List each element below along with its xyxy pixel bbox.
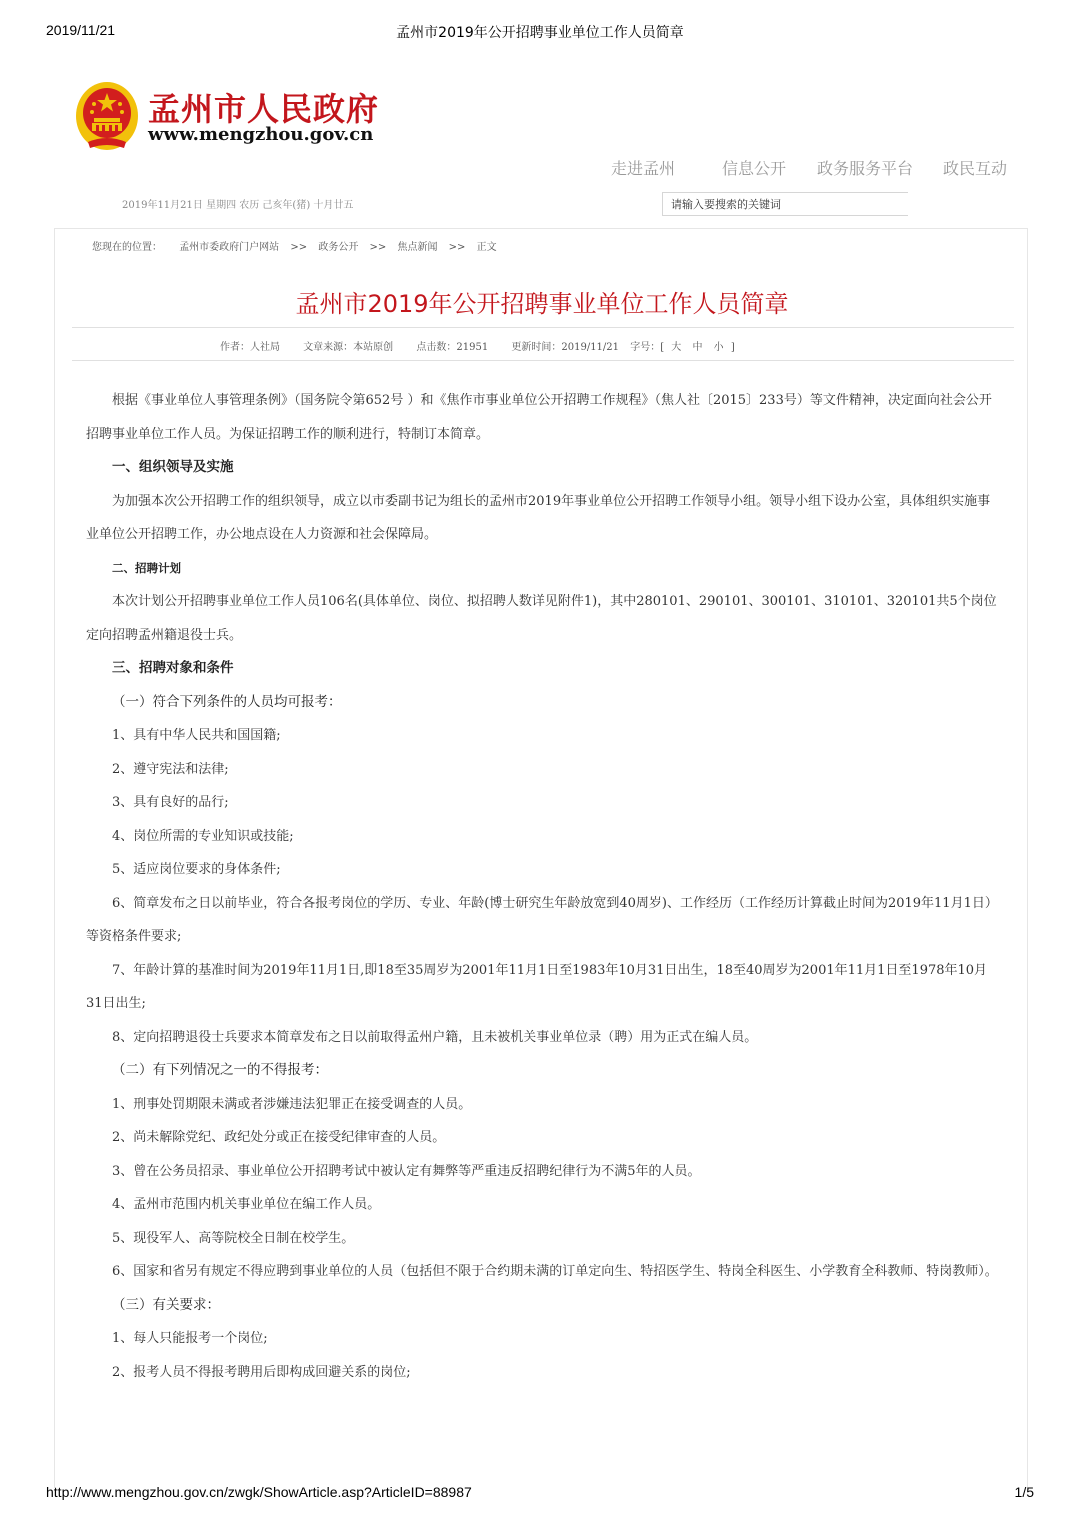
date-line: 2019年11月21日 星期四 农历 己亥年(猪) 十月廿五 [122, 200, 354, 211]
list-item: 3、曾在公务员招录、事业单位公开招聘考试中被认定有舞弊等严重违反招聘纪律行为不满5年的人员。 [112, 1163, 701, 1179]
list-item: 2、尚未解除党纪、政纪处分或正在接受纪律审查的人员。 [112, 1130, 446, 1145]
font-size-large-button[interactable]: 大 [671, 342, 682, 353]
font-size-medium-button[interactable]: 中 [692, 342, 703, 353]
list-item: 3、具有良好的品行; [112, 795, 229, 810]
list-item: 8、定向招聘退役士兵要求本简章发布之日以前取得孟州户籍，且未被机关事业单位录（聘）用为正式在编人员。 [112, 1029, 758, 1045]
site-logo[interactable] [74, 80, 380, 160]
breadcrumb [92, 238, 497, 253]
font-size-label: 字号：[ [630, 342, 665, 353]
list-item: 1、每人只能报考一个岗位; [112, 1331, 268, 1346]
meta-updated: 更新时间：2019/11/21 [511, 342, 620, 353]
breadcrumb-separator: >> [290, 242, 308, 253]
article-body [86, 384, 998, 1389]
breadcrumb-current: 正文 [476, 242, 497, 253]
site-name: 孟州市人民政府 [148, 90, 380, 128]
nav-item-info-disclosure[interactable]: 信息公开 [722, 159, 787, 178]
list-item: 5、适应岗位要求的身体条件; [112, 862, 281, 877]
list-item: 4、岗位所需的专业知识或技能; [112, 828, 294, 844]
font-size-end: ] [730, 342, 735, 353]
main-nav [600, 156, 1020, 180]
subsection-heading: （一）符合下列条件的人员均可报考： [112, 693, 342, 710]
print-footer-url: http://www.mengzhou.gov.cn/zwgk/ShowArticle.asp?ArticleID=88987 [46, 1484, 472, 1500]
nav-item-services[interactable]: 政务服务平台 [817, 159, 914, 178]
site-url: www.mengzhou.gov.cn [148, 124, 374, 145]
breadcrumb-label: 您现在的位置： [92, 242, 162, 253]
nav-item-interaction[interactable]: 政民互动 [943, 159, 1008, 178]
subsection-heading: （三）有关要求： [112, 1296, 220, 1313]
article-title: 孟州市2019年公开招聘事业单位工作人员简章 [295, 290, 789, 318]
search-input[interactable] [671, 195, 907, 215]
meta-hits: 点击数：21951 [416, 342, 489, 353]
list-item: 4、孟州市范围内机关事业单位在编工作人员。 [112, 1197, 381, 1212]
paragraph: 本次计划公开招聘事业单位工作人员106名(具体单位、岗位、拟招聘人数详见附件1)，其中280101、290101、300101、310101、320101共5个岗位定向招聘孟州籍退役士兵。 [86, 594, 997, 643]
list-item: 2、报考人员不得报考聘用后即构成回避关系的岗位; [112, 1364, 411, 1380]
list-item: 1、刑事处罚期限未满或者涉嫌违法犯罪正在接受调查的人员。 [112, 1096, 472, 1112]
meta-source: 文章来源：本站原创 [303, 342, 394, 353]
breadcrumb-focus-news[interactable]: 焦点新闻 [397, 242, 438, 253]
list-item: 5、现役军人、高等院校全日制在校学生。 [112, 1230, 355, 1246]
national-emblem-icon [74, 80, 140, 152]
list-item: 6、简章发布之日以前毕业，符合各报考岗位的学历、专业、年龄(博士研究生年龄放宽到40周岁)、工作经历（工作经历计算截止时间为2019年11月1日）等资格条件要求; [86, 895, 998, 944]
meta-author: 作者：人社局 [220, 342, 280, 353]
divider [72, 360, 1014, 361]
print-page-number: 1/5 [1014, 1484, 1034, 1500]
nav-item-about[interactable]: 走进孟州 [611, 159, 676, 178]
list-item: 7、年龄计算的基准时间为2019年11月1日,即18至35周岁为2001年11月1日至1983年10月31日出生，18至40周岁为2001年11月1日至1978年10月31日出生; [86, 962, 988, 1011]
breadcrumb-separator: >> [448, 242, 466, 253]
paragraph: 为加强本次公开招聘工作的组织领导，成立以市委副书记为组长的孟州市2019年事业单位公开招聘工作领导小组。领导小组下设办公室，具体组织实施事业单位公开招聘工作，办公地点设在人力资源和社会保障局。 [86, 493, 991, 542]
font-size-controls [630, 342, 735, 353]
print-header [46, 22, 1034, 46]
paragraph: 根据《事业单位人事管理条例》（国务院令第652号 ）和《焦作市事业单位公开招聘工作规程》（焦人社〔2015〕233号）等文件精神，决定面向社会公开招聘事业单位工作人员。为保证招聘工作的顺利进行，特制订本简章。 [86, 393, 992, 442]
font-size-small-button[interactable]: 小 [713, 342, 724, 353]
section-heading: 二、招聘计划 [112, 560, 181, 575]
section-heading: 一、组织领导及实施 [112, 459, 234, 475]
list-item: 2、遵守宪法和法律; [112, 761, 229, 777]
breadcrumb-home[interactable]: 孟州市委政府门户网站 [179, 242, 280, 253]
search-box [662, 192, 908, 216]
print-date: 2019/11/21 [46, 22, 116, 38]
list-item: 6、国家和省另有规定不得应聘到事业单位的人员（包括但不限于合约期未满的订单定向生、特招医学生、特岗全科医生、小学教育全科教师、特岗教师）。 [112, 1264, 998, 1279]
print-title: 孟州市2019年公开招聘事业单位工作人员简章 [396, 25, 684, 41]
list-item: 1、具有中华人民共和国国籍; [112, 728, 281, 743]
article-meta [220, 338, 755, 353]
subsection-heading: （二）有下列情况之一的不得报考： [112, 1062, 328, 1078]
section-heading: 三、招聘对象和条件 [112, 660, 234, 676]
breadcrumb-public-affairs[interactable]: 政务公开 [318, 242, 359, 253]
breadcrumb-separator: >> [369, 242, 387, 253]
divider [72, 327, 1014, 328]
